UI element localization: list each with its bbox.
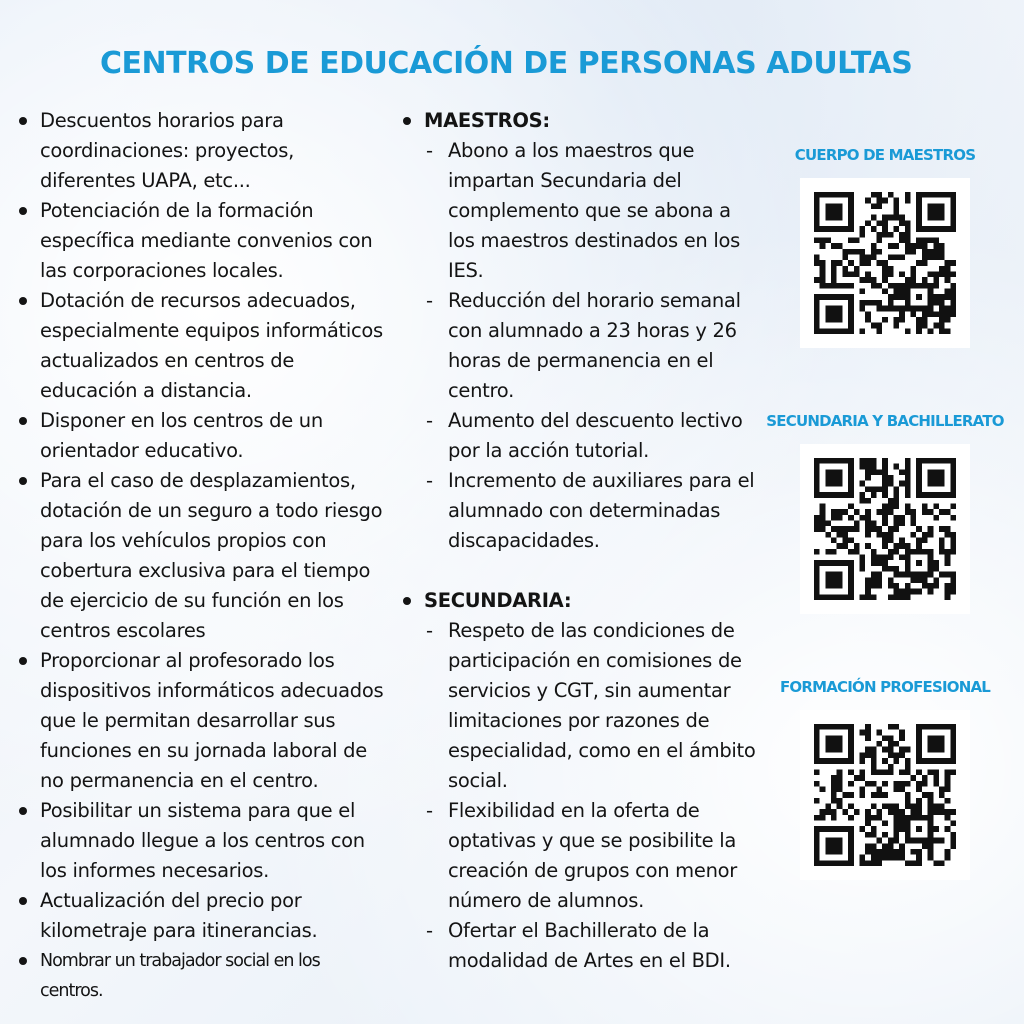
secundaria-heading: SECUNDARIA: [424, 589, 572, 612]
list-item: Potenciación de la formación específica mediante convenios con las corporaciones locales. [16, 196, 386, 286]
list-item: Descuentos horarios para coordinaciones: proyectos, diferentes UAPA, etc... [16, 106, 386, 196]
qr-block-maestros [760, 146, 1010, 348]
list-item: - Aumento del descuento lectivo por la acción tutorial. [424, 406, 758, 466]
list-item: - Reducción del horario semanal con alumnado a 23 horas y 26 horas de permanencia en el centro. [424, 286, 758, 406]
qr-block-fp [760, 678, 1010, 880]
list-item: Posibilitar un sistema para que el alumnado llegue a los centros con los informes necesarios. [16, 796, 386, 886]
qr-card[interactable] [800, 178, 970, 348]
list-item: Nombrar un trabajador social en los centros. [16, 946, 386, 1006]
page-title: CENTROS DE EDUCACIÓN DE PERSONAS ADULTAS [100, 46, 913, 81]
qr-card[interactable] [800, 444, 970, 614]
qr-code-icon[interactable] [814, 192, 956, 334]
list-item: - Abono a los maestros que impartan Secundaria del complemento que se abona a los maestros destinados en los IES. [424, 136, 758, 286]
list-item: Para el caso de desplazamientos, dotación de un seguro a todo riesgo para los vehículos propios con cobertura exclusiva para el tiempo de ejercicio de su función en los centros escolares [16, 466, 386, 646]
list-item: Dotación de recursos adecuados, especialmente equipos informáticos actualizados en centros de educación a distancia. [16, 286, 386, 406]
left-column [16, 106, 386, 1006]
maestros-heading: MAESTROS: [424, 109, 550, 132]
list-item: - Incremento de auxiliares para el alumnado con determinadas discapacidades. [424, 466, 758, 556]
qr-block-secundaria [760, 412, 1010, 614]
middle-column [398, 106, 758, 976]
list-item: - Ofertar el Bachillerato de la modalidad de Artes en el BDI. [424, 916, 758, 976]
qr-label: CUERPO DE MAESTROS [794, 146, 976, 164]
left-bullet-list [16, 106, 386, 1006]
maestros-list [424, 136, 758, 556]
list-item: Proporcionar al profesorado los dispositivos informáticos adecuados que le permitan desarrollar sus funciones en su jornada laboral de no permanencia en el centro. [16, 646, 386, 796]
bullet-icon [403, 117, 411, 125]
secundaria-list [424, 616, 758, 976]
list-item: - Flexibilidad en la oferta de optativas y que se posibilite la creación de grupos con menor número de alumnos. [424, 796, 758, 916]
list-item: Actualización del precio por kilometraje para itinerancias. [16, 886, 386, 946]
list-item: Disponer en los centros de un orientador educativo. [16, 406, 386, 466]
qr-card[interactable] [800, 710, 970, 880]
secundaria-section [398, 586, 758, 976]
qr-label: FORMACIÓN PROFESIONAL [779, 678, 991, 696]
qr-label: SECUNDARIA Y BACHILLERATO [766, 412, 1004, 430]
bullet-icon [403, 597, 411, 605]
qr-code-icon[interactable] [814, 724, 956, 866]
maestros-section [398, 106, 758, 556]
list-item: - Respeto de las condiciones de participación en comisiones de servicios y CGT, sin aumentar limitaciones por razones de especialidad, como en el ámbito social. [424, 616, 758, 796]
qr-code-icon[interactable] [814, 458, 956, 600]
